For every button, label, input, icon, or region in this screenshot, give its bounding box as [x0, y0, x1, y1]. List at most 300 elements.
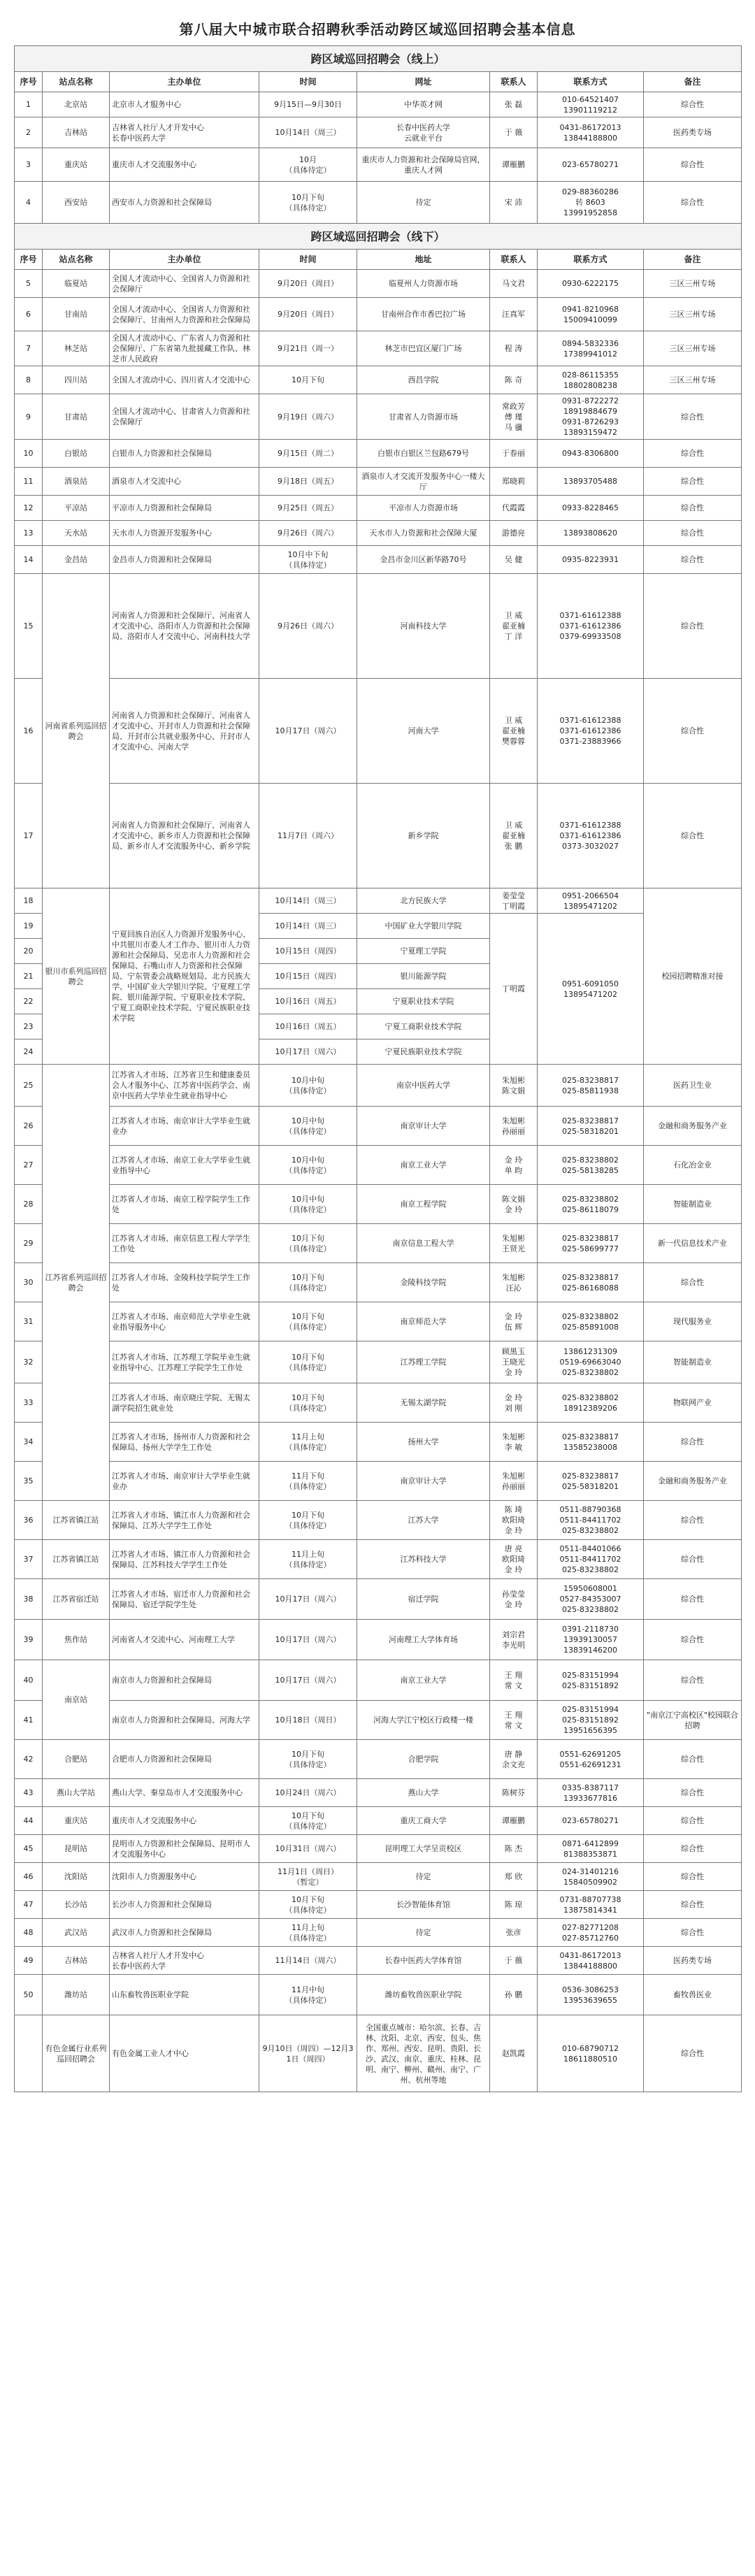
cell-address: 待定: [357, 182, 490, 224]
cell-address: 白银市白银区兰包路679号: [357, 440, 490, 468]
cell-organizer: 昆明市人力资源和社会保障局、昆明市人才交流服务中心: [110, 1835, 259, 1863]
cell-organizer: 重庆市人才交流服务中心: [110, 148, 259, 182]
cell-contact-info: 025-83238802 025-58138285: [538, 1146, 644, 1185]
cell-contact-info: 025-83238817 025-58318201: [538, 1462, 644, 1501]
header-contact-person: 联系人: [490, 250, 538, 270]
cell-organizer: 江苏省人才市场、南京工程学院学生工作处: [110, 1185, 259, 1224]
cell-time: 9月20日（周日）: [259, 298, 357, 331]
cell-index: 17: [15, 784, 43, 888]
cell-contact-info: 024-31401216 15840509902: [538, 1863, 644, 1891]
cell-station: 长沙站: [43, 1891, 110, 1919]
cell-index: 19: [15, 914, 43, 939]
cell-index: 46: [15, 1863, 43, 1891]
cell-station: 有色金属行业系列巡回招聘会: [43, 2015, 110, 2092]
cell-station: 南京站: [43, 1660, 110, 1740]
cell-organizer: 酒泉市人才交流中心: [110, 468, 259, 496]
cell-address: 待定: [357, 1919, 490, 1947]
page-title: 第八届大中城市联合招聘秋季活动跨区域巡回招聘会基本信息: [179, 21, 576, 38]
cell-remark: 综合性: [644, 92, 742, 117]
table-row: [15, 1807, 742, 1835]
cell-contact-person: 朱旭彬 李 敏: [490, 1423, 538, 1462]
cell-contact-person: 马文君: [490, 270, 538, 298]
cell-organizer: 吉林省人社厅人才开发中心 长春中医药大学: [110, 1947, 259, 1975]
cell-organizer: 江苏省人才市场、金陵科技学院学生工作处: [110, 1263, 259, 1302]
cell-remark: 综合性: [644, 546, 742, 574]
cell-time: 11月下旬 （具体待定）: [259, 1462, 357, 1501]
cell-station: 江苏省宿迁站: [43, 1579, 110, 1620]
cell-remark: 三区三州专场: [644, 270, 742, 298]
cell-time: 10月下旬 （具体待定）: [259, 1807, 357, 1835]
cell-time: 10月16日（周五）: [259, 989, 357, 1014]
cell-organizer: 江苏省人才市场、南京审计大学毕业生就业办: [110, 1107, 259, 1146]
cell-organizer: 江苏省人才市场、南京师范大学毕业生就业指导服务中心: [110, 1302, 259, 1341]
cell-contact-info: 0894-5832336 17389941012: [538, 331, 644, 366]
table-row: [15, 574, 742, 679]
cell-station: 白银站: [43, 440, 110, 468]
table-row: [15, 1863, 742, 1891]
cell-station: 天水站: [43, 521, 110, 546]
cell-remark: 综合性: [644, 1660, 742, 1701]
cell-index: 23: [15, 1014, 43, 1039]
cell-contact-info: 0511-84401066 0511-84411702 025-83238802: [538, 1540, 644, 1579]
cell-time: 9月15日—9月30日: [259, 92, 357, 117]
cell-remark: 医药类专场: [644, 117, 742, 148]
cell-address: 昆明理工大学呈贡校区: [357, 1835, 490, 1863]
cell-contact-info: 0551-62691205 0551-62691231: [538, 1740, 644, 1779]
cell-remark: 综合性: [644, 1620, 742, 1660]
header-index: 序号: [15, 72, 43, 92]
cell-remark: "南京江宁高校区"校园联合招聘: [644, 1701, 742, 1740]
cell-remark: 综合性: [644, 1779, 742, 1807]
cell-contact-person: 赵凯霞: [490, 2015, 538, 2092]
cell-contact-info: 0431-86172013 13844188800: [538, 117, 644, 148]
cell-time: 10月18日（周日）: [259, 1701, 357, 1740]
offline-header-row: [15, 250, 742, 270]
cell-time: 9月19日（周六）: [259, 394, 357, 440]
cell-address: 河南理工大学体育场: [357, 1620, 490, 1660]
cell-contact-person: 朱旭彬 孙丽丽: [490, 1107, 538, 1146]
cell-address: 长沙智能体育馆: [357, 1891, 490, 1919]
cell-address: 天水市人力资源和社会保障大厦: [357, 521, 490, 546]
header-time: 时间: [259, 72, 357, 92]
cell-organizer: 天水市人力资源开发服务中心: [110, 521, 259, 546]
cell-contact-info: 027-82771208 027-85712760: [538, 1919, 644, 1947]
cell-station: 合肥站: [43, 1740, 110, 1779]
cell-contact-info: 010-64521407 13901119212: [538, 92, 644, 117]
cell-station: 昆明站: [43, 1835, 110, 1863]
table-row: [15, 1919, 742, 1947]
table-row: [15, 1891, 742, 1919]
header-contact-person: 联系人: [490, 72, 538, 92]
cell-contact-person: 游德亮: [490, 521, 538, 546]
cell-index: 20: [15, 939, 43, 964]
cell-remark: 综合性: [644, 394, 742, 440]
cell-time: 10月下旬 （具体待定）: [259, 1341, 357, 1383]
cell-time: 10月下旬 （具体待定）: [259, 1501, 357, 1540]
table-row: [15, 1501, 742, 1540]
cell-remark: 金融和商务服务产业: [644, 1462, 742, 1501]
cell-address: 无锡太湖学院: [357, 1383, 490, 1423]
cell-station: 武汉站: [43, 1919, 110, 1947]
cell-remark: 金融和商务服务产业: [644, 1107, 742, 1146]
table-row: [15, 394, 742, 440]
cell-index: 49: [15, 1947, 43, 1975]
cell-contact-person: 刘宗君 李光明: [490, 1620, 538, 1660]
cell-address: 银川能源学院: [357, 964, 490, 989]
cell-contact-info: 025-83238817 025-85811938: [538, 1065, 644, 1107]
cell-remark: 综合性: [644, 440, 742, 468]
cell-time: 10月16日（周五）: [259, 1014, 357, 1039]
cell-remark: 综合性: [644, 2015, 742, 2092]
cell-address: 重庆工商大学: [357, 1807, 490, 1835]
table-row: [15, 298, 742, 331]
table-row: [15, 468, 742, 496]
cell-contact-info: 029-88360286 转 8603 13991952858: [538, 182, 644, 224]
cell-address: 林芝市巴宜区厦门广场: [357, 331, 490, 366]
cell-contact-person: 陈树芬: [490, 1779, 538, 1807]
cell-time: 10月 （具体待定）: [259, 148, 357, 182]
cell-station: 江苏省系列巡回招聘会: [43, 1065, 110, 1501]
cell-contact-person: 孙 鹏: [490, 1975, 538, 2015]
cell-address: 南京审计大学: [357, 1462, 490, 1501]
table-row: [15, 1660, 742, 1701]
cell-contact-info: 028-86115355 18802808238: [538, 366, 644, 394]
cell-contact-person: 朱旭彬 汪沁: [490, 1263, 538, 1302]
table-row: [15, 366, 742, 394]
cell-index: 32: [15, 1341, 43, 1383]
cell-address: 金陵科技学院: [357, 1263, 490, 1302]
cell-time: 9月21日（周一）: [259, 331, 357, 366]
cell-organizer: 吉林省人社厅人才开发中心 长春中医药大学: [110, 117, 259, 148]
cell-contact-info: 13861231309 0519-69663040 025-83238802: [538, 1341, 644, 1383]
cell-index: 33: [15, 1383, 43, 1423]
cell-contact-info: 0431-86172013 13844188800: [538, 1947, 644, 1975]
cell-station: 甘肃站: [43, 394, 110, 440]
cell-contact-info: 025-83151994 025-83151892 13951656395: [538, 1701, 644, 1740]
cell-index: 39: [15, 1620, 43, 1660]
cell-index: 4: [15, 182, 43, 224]
cell-address: 南京工业大学: [357, 1660, 490, 1701]
cell-index: 48: [15, 1919, 43, 1947]
cell-contact-person: 张 磊: [490, 92, 538, 117]
cell-remark: 综合性: [644, 496, 742, 521]
cell-station: 北京站: [43, 92, 110, 117]
cell-station: 江苏省镇江站: [43, 1540, 110, 1579]
cell-contact-person: 王 翔 常 文: [490, 1660, 538, 1701]
cell-time: 9月10日（周四）—12月31日（周四）: [259, 2015, 357, 2092]
cell-contact-info: 0935-8223931: [538, 546, 644, 574]
cell-address: 南京中医药大学: [357, 1065, 490, 1107]
table-row: [15, 92, 742, 117]
cell-remark: 三区三州专场: [644, 298, 742, 331]
cell-contact-info: 025-83151994 025-83151892: [538, 1660, 644, 1701]
cell-index: 10: [15, 440, 43, 468]
cell-contact-info: 023-65780271: [538, 1807, 644, 1835]
online-section-title: 跨区域巡回招聘会（线上）: [15, 46, 742, 72]
cell-address: 燕山大学: [357, 1779, 490, 1807]
cell-organizer: 江苏省人才市场、镇江市人力资源和社会保障局、江苏科技大学学生工作处: [110, 1540, 259, 1579]
cell-address: 临夏州人力资源市场: [357, 270, 490, 298]
cell-contact-info: 13893705488: [538, 468, 644, 496]
table-row: [15, 148, 742, 182]
cell-remark: 综合性: [644, 679, 742, 784]
cell-index: 26: [15, 1107, 43, 1146]
cell-contact-person: 吴 健: [490, 546, 538, 574]
table-row: [15, 1302, 742, 1341]
cell-time: 10月17日（周六）: [259, 1660, 357, 1701]
cell-remark: 畜牧兽医业: [644, 1975, 742, 2015]
cell-index: 31: [15, 1302, 43, 1341]
cell-index: 35: [15, 1462, 43, 1501]
cell-time: 11月1日（周日） （暂定）: [259, 1863, 357, 1891]
cell-remark: 综合性: [644, 784, 742, 888]
cell-time: 10月下旬 （具体待定）: [259, 1224, 357, 1263]
cell-address: 潍坊畜牧兽医职业学院: [357, 1975, 490, 2015]
cell-organizer: 江苏省人才市场、南京工业大学毕业生就业指导中心: [110, 1146, 259, 1185]
cell-contact-person: 顾黑玉 王晓光 金 玲: [490, 1341, 538, 1383]
header-address: 地址: [357, 250, 490, 270]
cell-station: 河南省系列巡回招聘会: [43, 574, 110, 888]
cell-contact-person: 常政芳 傅 瑾 马 骥: [490, 394, 538, 440]
cell-station: 重庆站: [43, 1807, 110, 1835]
cell-address: 合肥学院: [357, 1740, 490, 1779]
cell-contact-info: 0335-8387117 13933677816: [538, 1779, 644, 1807]
cell-contact-info: 0943-8306800: [538, 440, 644, 468]
header-organizer: 主办单位: [110, 250, 259, 270]
cell-address: 南京信息工程大学: [357, 1224, 490, 1263]
table-row: [15, 496, 742, 521]
cell-time: 11月7日（周六）: [259, 784, 357, 888]
table-row: [15, 440, 742, 468]
cell-address: 新乡学院: [357, 784, 490, 888]
cell-contact-person: 金 玲 单 昀: [490, 1146, 538, 1185]
cell-contact-info: 0391-2118730 13939130057 13839146200: [538, 1620, 644, 1660]
cell-remark: 综合性: [644, 468, 742, 496]
header-remark: 备注: [644, 250, 742, 270]
cell-time: 10月下旬 （具体待定）: [259, 1302, 357, 1341]
cell-contact-info: 025-83238817 025-58318201: [538, 1107, 644, 1146]
table-row: [15, 1065, 742, 1107]
cell-station: 临夏站: [43, 270, 110, 298]
cell-contact-person: 唐 亮 欧阳琦 金 玲: [490, 1540, 538, 1579]
cell-index: 29: [15, 1224, 43, 1263]
cell-contact-info: 023-65780271: [538, 148, 644, 182]
cell-address: 甘肃省人力资源市场: [357, 394, 490, 440]
cell-remark: 石化冶金业: [644, 1146, 742, 1185]
table-row: [15, 1540, 742, 1579]
cell-organizer: 河南省人力资源和社会保障厅、河南省人才交流中心、开封市人力资源和社会保障局、开封市公共就业服务中心、开封市人才交流中心、河南大学: [110, 679, 259, 784]
cell-organizer: 燕山大学、秦皇岛市人才交流服务中心: [110, 1779, 259, 1807]
cell-contact-person: 卫 威 翟亚楠 丁 洋: [490, 574, 538, 679]
cell-time: 9月15日（周二）: [259, 440, 357, 468]
cell-index: 2: [15, 117, 43, 148]
cell-remark: 综合性: [644, 1740, 742, 1779]
cell-index: 9: [15, 394, 43, 440]
cell-contact-person: 金 玲 伍 辉: [490, 1302, 538, 1341]
cell-index: 14: [15, 546, 43, 574]
cell-contact-info: 0941-8210968 15009410099: [538, 298, 644, 331]
cell-address: 重庆市人力资源和社会保障局官网，重庆人才网: [357, 148, 490, 182]
cell-organizer: 江苏省人才市场、南京审计大学毕业生就业办: [110, 1462, 259, 1501]
cell-station: 银川市系列巡回招聘会: [43, 888, 110, 1065]
cell-station: 焦作站: [43, 1620, 110, 1660]
cell-remark: 综合性: [644, 1891, 742, 1919]
cell-time: 10月下旬 （具体待定）: [259, 182, 357, 224]
cell-address: 江苏科技大学: [357, 1540, 490, 1579]
cell-station: 燕山大学站: [43, 1779, 110, 1807]
cell-address: 南京师范大学: [357, 1302, 490, 1341]
cell-organizer: 江苏省人才市场、江苏理工学院毕业生就业指导中心、江苏理工学院学生工作处: [110, 1341, 259, 1383]
cell-index: 34: [15, 1423, 43, 1462]
cell-station: 重庆站: [43, 148, 110, 182]
table-row: [15, 1835, 742, 1863]
cell-contact-info: 025-83238817 025-58699777: [538, 1224, 644, 1263]
cell-contact-person: 陈文娟 金 玲: [490, 1185, 538, 1224]
cell-organizer: 合肥市人力资源和社会保障局: [110, 1740, 259, 1779]
header-index: 序号: [15, 250, 43, 270]
cell-time: 10月下旬 （具体待定）: [259, 1891, 357, 1919]
cell-organizer: 全国人才流动中心、四川省人才交流中心: [110, 366, 259, 394]
cell-address: 南京工业大学: [357, 1146, 490, 1185]
cell-index: 37: [15, 1540, 43, 1579]
cell-contact-person: 宋 沛: [490, 182, 538, 224]
cell-address: 河南大学: [357, 679, 490, 784]
cell-station: 西安站: [43, 182, 110, 224]
cell-contact-info: 025-83238817 13585238008: [538, 1423, 644, 1462]
cell-address: 全国重点城市：哈尔滨、长春、吉林、沈阳、北京、西安、包头、焦作、郑州、西安、昆明、贵阳、长沙、武汉、南京、重庆、桂林、昆明、南宁、柳州、赣州、南宁、广州、杭州等地: [357, 2015, 490, 2092]
cell-address: 江苏理工学院: [357, 1341, 490, 1383]
cell-remark: 三区三州专场: [644, 331, 742, 366]
cell-address: 长春中医药大学体育馆: [357, 1947, 490, 1975]
cell-contact-person: 陈 琦 欧阳琦 金 玲: [490, 1501, 538, 1540]
table-row: [15, 270, 742, 298]
cell-remark: 综合性: [644, 1835, 742, 1863]
cell-index: 44: [15, 1807, 43, 1835]
cell-contact-person: 朱旭彬 孙丽丽: [490, 1462, 538, 1501]
cell-time: 9月26日（周六）: [259, 521, 357, 546]
cell-remark: 综合性: [644, 1540, 742, 1579]
cell-time: 10月中旬 （具体待定）: [259, 1065, 357, 1107]
table-row: [15, 1701, 742, 1740]
cell-address: 扬州大学: [357, 1423, 490, 1462]
header-station: 站点名称: [43, 72, 110, 92]
cell-contact-info: 0951-6091050 13895471202: [538, 914, 644, 1065]
cell-address: 金昌市金川区新华路70号: [357, 546, 490, 574]
cell-station: 平凉站: [43, 496, 110, 521]
cell-contact-info: 025-83238802 18912389206: [538, 1383, 644, 1423]
cell-remark: 综合性: [644, 1579, 742, 1620]
cell-contact-info: 0951-2066504 13895471202: [538, 888, 644, 914]
cell-remark: 智能制造业: [644, 1341, 742, 1383]
cell-organizer: 西安市人力资源和社会保障局: [110, 182, 259, 224]
cell-time: 10月17日（周六）: [259, 679, 357, 784]
cell-time: 10月下旬 （具体待定）: [259, 1263, 357, 1302]
cell-remark: 综合性: [644, 182, 742, 224]
cell-time: 10月14日（周三）: [259, 914, 357, 939]
cell-time: 10月17日（周六）: [259, 1039, 357, 1065]
cell-index: 30: [15, 1263, 43, 1302]
cell-organizer: 宁夏回族自治区人力资源开发服务中心、中共银川市委人才工作办、银川市人力资源和社会保障局、吴忠市人力资源和社会保障局、石嘴山市人力资源和社会保障局、宁东管委会战略规划局、北方民族大学、中国矿业大学银川学院、宁夏理工学院、银川能源学院、宁夏职业技术学院、宁夏工商职业技术学院、宁夏民族职业技术学院: [110, 888, 259, 1065]
cell-time: 10月下旬 （具体待定）: [259, 1383, 357, 1423]
cell-organizer: 全国人才流动中心、甘肃省人力资源和社会保障厅: [110, 394, 259, 440]
cell-index: 42: [15, 1740, 43, 1779]
cell-time: 10月17日（周六）: [259, 1620, 357, 1660]
offline-section: [15, 224, 742, 2092]
cell-index: 15: [15, 574, 43, 679]
cell-organizer: 金昌市人力资源和社会保障局: [110, 546, 259, 574]
cell-contact-info: 0511-88790368 0511-84411702 025-83238802: [538, 1501, 644, 1540]
cell-organizer: 全国人才流动中心、全国省人力资源和社会保障厅、甘南州人力资源和社会保障局: [110, 298, 259, 331]
cell-time: 11月上旬 （具体待定）: [259, 1423, 357, 1462]
cell-contact-info: 0371-61612388 0371-61612386 0371-23883966: [538, 679, 644, 784]
cell-contact-person: 朱旭彬 陈文娟: [490, 1065, 538, 1107]
cell-contact-info: 010-68790712 18611880510: [538, 2015, 644, 2092]
cell-station: 林芝站: [43, 331, 110, 366]
cell-remark: 综合性: [644, 1263, 742, 1302]
cell-remark: 综合性: [644, 1863, 742, 1891]
cell-organizer: 武汉市人力资源和社会保障局: [110, 1919, 259, 1947]
table-row: [15, 331, 742, 366]
cell-address: 平凉市人力资源市场: [357, 496, 490, 521]
cell-time: 10月14日（周三）: [259, 888, 357, 914]
cell-time: 10月中旬 （具体待定）: [259, 1146, 357, 1185]
cell-remark: 综合性: [644, 148, 742, 182]
cell-time: 10月15日（周四）: [259, 939, 357, 964]
cell-organizer: 白银市人力资源和社会保障局: [110, 440, 259, 468]
cell-contact-person: 于 薇: [490, 1947, 538, 1975]
cell-station: 四川站: [43, 366, 110, 394]
cell-organizer: 南京市人力资源和社会保障局: [110, 1660, 259, 1701]
cell-organizer: 河南省人才交流中心、河南理工大学: [110, 1620, 259, 1660]
cell-organizer: 山东畜牧兽医职业学院: [110, 1975, 259, 2015]
cell-time: 11月上旬 （具体待定）: [259, 1919, 357, 1947]
table-row: [15, 1341, 742, 1383]
table-row: [15, 679, 742, 784]
cell-station: 江苏省镇江站: [43, 1501, 110, 1540]
cell-organizer: 长沙市人力资源和社会保障局: [110, 1891, 259, 1919]
header-contact-info: 联系方式: [538, 250, 644, 270]
cell-index: 13: [15, 521, 43, 546]
cell-contact-person: 丁明霞: [490, 914, 538, 1065]
cell-contact-info: 025-83238802 025-85891008: [538, 1302, 644, 1341]
online-header-row: [15, 72, 742, 92]
recruitment-table: [14, 45, 742, 2092]
cell-contact-person: 谭雁鹏: [490, 1807, 538, 1835]
cell-organizer: 河南省人力资源和社会保障厅、河南省人才交流中心、新乡市人力资源和社会保障局、新乡市人才交流服务中心、新乡学院: [110, 784, 259, 888]
cell-time: 10月14日（周三）: [259, 117, 357, 148]
cell-time: 9月18日（周五）: [259, 468, 357, 496]
cell-address: 宁夏职业技术学院: [357, 989, 490, 1014]
header-address: 网址: [357, 72, 490, 92]
cell-contact-person: 于 薇: [490, 117, 538, 148]
cell-index: 11: [15, 468, 43, 496]
cell-address: 酒泉市人才交流开发服务中心一楼大厅: [357, 468, 490, 496]
table-row: [15, 1224, 742, 1263]
table-row: [15, 521, 742, 546]
cell-index: 47: [15, 1891, 43, 1919]
table-row: [15, 1740, 742, 1779]
cell-organizer: 江苏省人才市场、南京晓庄学院、无锡太湖学院招生就业处: [110, 1383, 259, 1423]
cell-index: 18: [15, 888, 43, 914]
cell-index: 43: [15, 1779, 43, 1807]
cell-contact-person: 郑 欣: [490, 1863, 538, 1891]
cell-contact-info: 15950608001 0527-84353007 025-83238802: [538, 1579, 644, 1620]
cell-organizer: 全国人才流动中心、广东省人力资源和社会保障厅、广东省第九批援藏工作队、林芝市人民政府: [110, 331, 259, 366]
cell-organizer: 河南省人力资源和社会保障厅、河南省人才交流中心、洛阳市人力资源和社会保障局、洛阳市人才交流中心、河南科技大学: [110, 574, 259, 679]
page: [14, 0, 741, 2092]
cell-time: 10月17日（周六）: [259, 1579, 357, 1620]
cell-remark: 综合性: [644, 1807, 742, 1835]
